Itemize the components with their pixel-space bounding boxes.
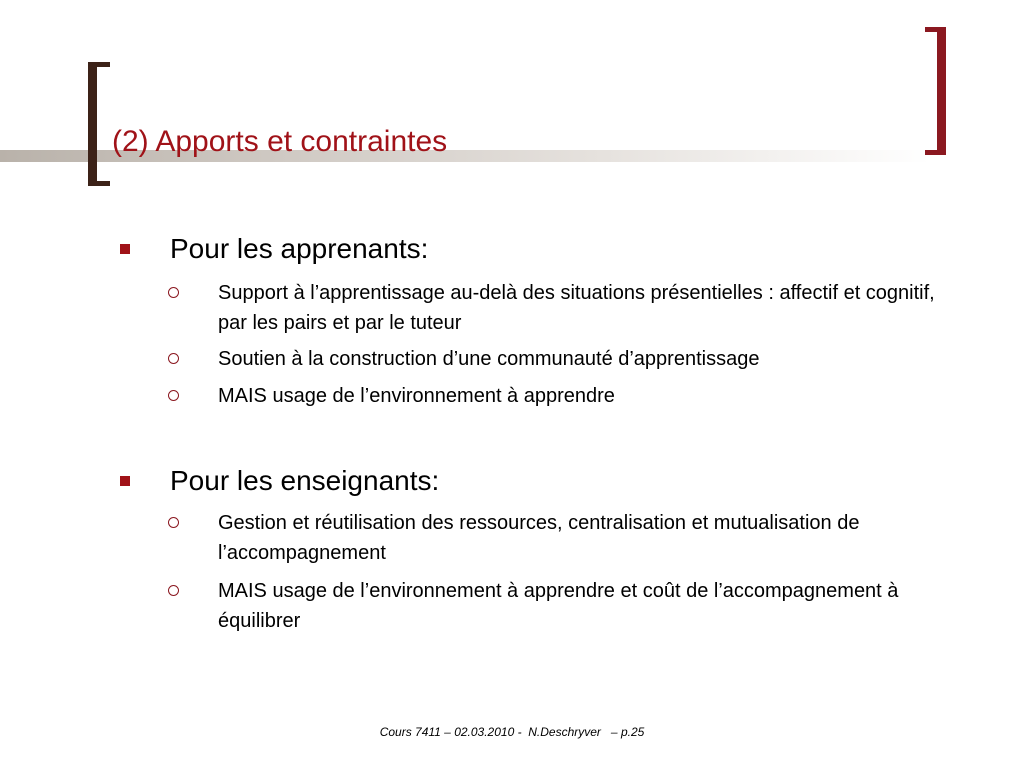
- list-item-text: Gestion et réutilisation des ressources, centralisation et mutualisation de l’accompagnement: [218, 512, 860, 564]
- list-item-text: MAIS usage de l’environnement à apprendre: [218, 385, 615, 407]
- list-item-text: MAIS usage de l’environnement à apprendre et coût de l’accompagnement à équilibrer: [218, 580, 899, 632]
- list-item: [168, 278, 958, 338]
- square-bullet-icon: [120, 244, 130, 254]
- section-heading-text: Pour les apprenants:: [170, 233, 429, 264]
- list-item-text: Soutien à la construction d’une communauté d’apprentissage: [218, 348, 760, 370]
- list-item-text: Support à l’apprentissage au-delà des situations présentielles : affectif et cognitif, par les pairs et par le tuteur: [218, 282, 935, 334]
- slide-title: (2) Apports et contraintes: [112, 125, 448, 158]
- circle-bullet-icon: [168, 353, 179, 364]
- right-bracket-decoration: [925, 27, 946, 155]
- left-bracket-decoration: [88, 62, 110, 186]
- circle-bullet-icon: [168, 390, 179, 401]
- section-heading-text: Pour les enseignants:: [170, 465, 440, 496]
- circle-bullet-icon: [168, 517, 179, 528]
- circle-bullet-icon: [168, 585, 179, 596]
- circle-bullet-icon: [168, 287, 179, 298]
- slide-footer: Cours 7411 – 02.03.2010 - N.Deschryver – p.25: [379, 725, 645, 739]
- square-bullet-icon: [120, 476, 130, 486]
